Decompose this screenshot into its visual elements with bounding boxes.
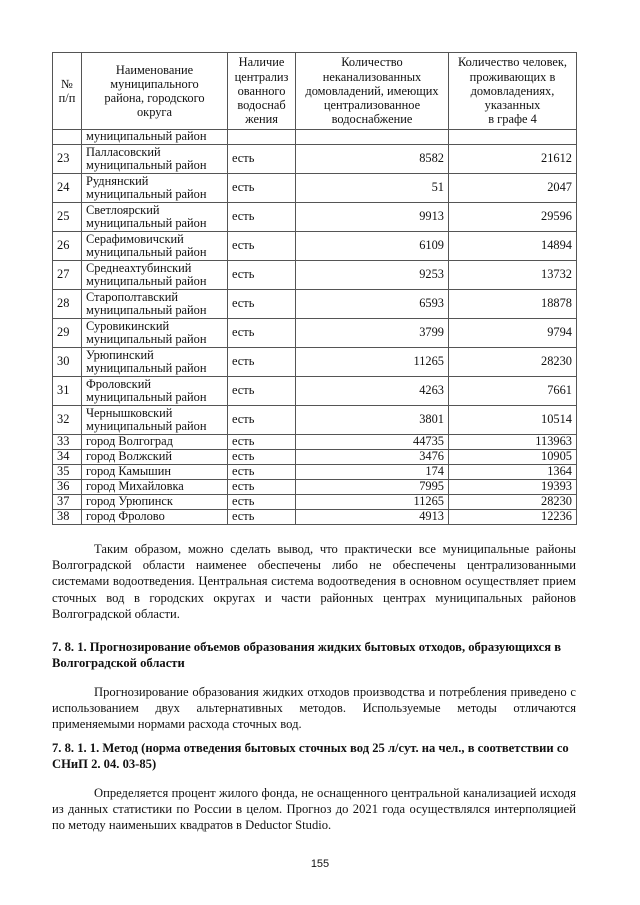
district-name: муниципальный район	[82, 130, 228, 145]
table-header-row	[53, 53, 577, 130]
method-paragraph: Определяется процент жилого фонда, не оснащенного центральной канализацией исходя из данных статистики по России в целом. Прогноз до 2021 года осуществлялся интерполяцией по методу наименьших квадратов в Deductor Studio.	[52, 786, 576, 833]
page-number: 155	[310, 858, 330, 870]
table-row: 35 город Камышин есть 174 1364	[53, 465, 577, 480]
section-heading-7-8-1-1: 7. 8. 1. 1. Метод (норма отведения бытовых сточных вод 25 л/сут. на чел., в соответствии со СНиП 2. 04. 03-85)	[52, 741, 569, 771]
table-row: 29 Суровикинский муниципальный район есть 3799 9794	[53, 319, 577, 348]
sewerage-table	[52, 52, 577, 525]
forecast-paragraph: Прогнозирование образования жидких отходов производства и потребления приведено с использованием двух альтернативных методов. Используемые методы отличаются применяемыми нормами расхода сточных вод.	[52, 685, 576, 732]
table-row-continuation	[53, 130, 577, 145]
table-row: 34 город Волжский есть 3476 10905	[53, 450, 577, 465]
table-row: 32 Чернышковский муниципальный район есть 3801 10514	[53, 406, 577, 435]
table-row: 38 город Фролово есть 4913 12236	[53, 510, 577, 525]
header-number: № п/п	[53, 53, 82, 130]
table-row: 33 город Волгоград есть 44735 113963	[53, 435, 577, 450]
table-row: 24 Руднянский муниципальный район есть 51 2047	[53, 174, 577, 203]
conclusion-paragraph: Таким образом, можно сделать вывод, что практически все муниципальные районы Волгоградской области наименее обеспечены либо не обеспечены централизованными системами водоотведения. Центральная система водоотведения в основном осуществляет прием сточных вод в городских округах и части районных центрах муниципальных районов Волгоградской области.	[52, 542, 576, 621]
header-central-water: Наличие централиз ованного водоснаб жения	[228, 53, 296, 130]
section-heading-7-8-1: 7. 8. 1. Прогнозирование объемов образования жидких бытовых отходов, образующихся в Волгоградской области	[52, 640, 562, 670]
header-district-name: Наименование муниципального района, городского округа	[82, 53, 228, 130]
table-row: 23 Палласовский муниципальный район есть 8582 21612	[53, 145, 577, 174]
table-row: 26 Серафимовичский муниципальный район есть 6109 14894	[53, 232, 577, 261]
table-row: 28 Старополтавский муниципальный район есть 6593 18878	[53, 290, 577, 319]
table-row: 31 Фроловский муниципальный район есть 4263 7661	[53, 377, 577, 406]
table-row: 36 город Михайловка есть 7995 19393	[53, 480, 577, 495]
table-row: 25 Светлоярский муниципальный район есть 9913 29596	[53, 203, 577, 232]
header-households: Количество неканализованных домовладений, имеющих централизованное водоснабжение	[296, 53, 449, 130]
table-row: 37 город Урюпинск есть 11265 28230	[53, 495, 577, 510]
table-row: 27 Среднеахтубинский муниципальный район есть 9253 13732	[53, 261, 577, 290]
table-row: 30 Урюпинский муниципальный район есть 11265 28230	[53, 348, 577, 377]
header-people: Количество человек, проживающих в домовладениях, указанных в графе 4	[449, 53, 577, 130]
